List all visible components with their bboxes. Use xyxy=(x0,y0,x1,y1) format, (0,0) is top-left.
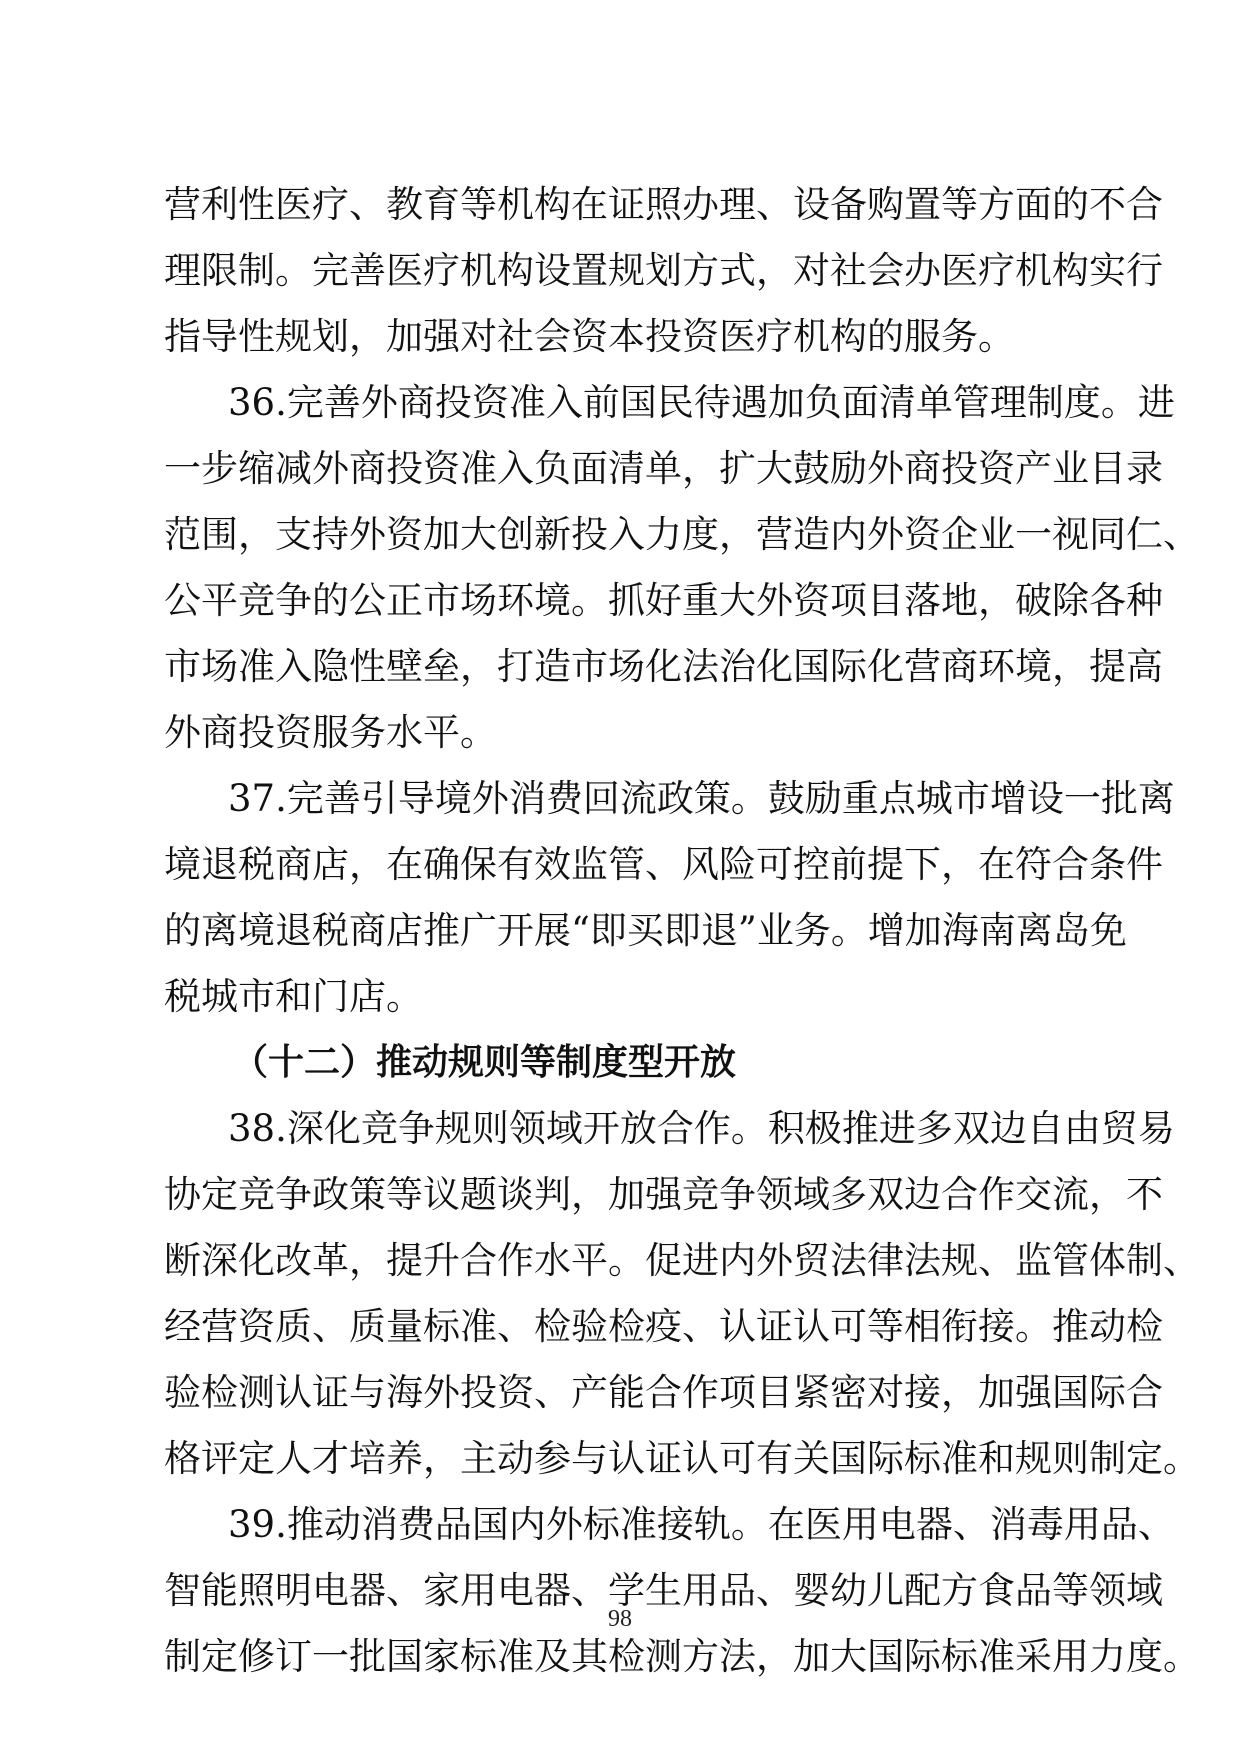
text-line: 格评定人才培养，主动参与认证认可有关国际标准和规则制定。 xyxy=(164,1437,1200,1480)
text-line: 断深化改革，提升合作水平。促进内外贸法律法规、监管体制、 xyxy=(164,1239,1200,1282)
text-line: 协定竞争政策等议题谈判，加强竞争领域多双边合作交流，不 xyxy=(164,1173,1163,1216)
text-line: 经营资质、质量标准、检验检疫、认证认可等相衔接。推动检 xyxy=(164,1305,1163,1348)
text-line: 一步缩减外商投资准入负面清单，扩大鼓励外商投资产业目录 xyxy=(164,447,1163,490)
text-line: 营利性医疗、教育等机构在证照办理、设备购置等方面的不合 xyxy=(164,183,1163,226)
paragraph-37-start: 37.完善引导境外消费回流政策。鼓励重点城市增设一批离 xyxy=(228,777,1175,820)
text-line: 范围，支持外资加大创新投入力度，营造内外资企业一视同仁、 xyxy=(164,513,1200,556)
text-line: 理限制。完善医疗机构设置规划方式，对社会办医疗机构实行 xyxy=(164,249,1163,292)
text-line: 市场准入隐性壁垒，打造市场化法治化国际化营商环境，提高 xyxy=(164,645,1163,688)
text-line: 智能照明电器、家用电器、学生用品、婴幼儿配方食品等领域 xyxy=(164,1569,1163,1612)
text-line: 公平竞争的公正市场环境。抓好重大外资项目落地，破除各种 xyxy=(164,579,1163,622)
text-line: 指导性规划，加强对社会资本投资医疗机构的服务。 xyxy=(164,315,1015,358)
text-line: 制定修订一批国家标准及其检测方法，加大国际标准采用力度。 xyxy=(164,1635,1200,1678)
paragraph-39-start: 39.推动消费品国内外标准接轨。在医用电器、消毒用品、 xyxy=(228,1503,1175,1546)
text-line: 境退税商店，在确保有效监管、风险可控前提下，在符合条件 xyxy=(164,843,1163,886)
paragraph-36-start: 36.完善外商投资准入前国民待遇加负面清单管理制度。进 xyxy=(228,381,1175,424)
page-number: 98 xyxy=(608,1606,632,1632)
text-line: 外商投资服务水平。 xyxy=(164,711,497,754)
text-line: 税城市和门店。 xyxy=(164,975,423,1018)
section-heading: （十二）推动规则等制度型开放 xyxy=(232,1042,737,1083)
text-line: 的离境退税商店推广开展“即买即退”业务。增加海南离岛免 xyxy=(164,909,1127,952)
body-text xyxy=(164,172,1200,1690)
paragraph-38-start: 38.深化竞争规则领域开放合作。积极推进多双边自由贸易 xyxy=(228,1107,1175,1150)
text-line: 验检测认证与海外投资、产能合作项目紧密对接，加强国际合 xyxy=(164,1371,1163,1414)
